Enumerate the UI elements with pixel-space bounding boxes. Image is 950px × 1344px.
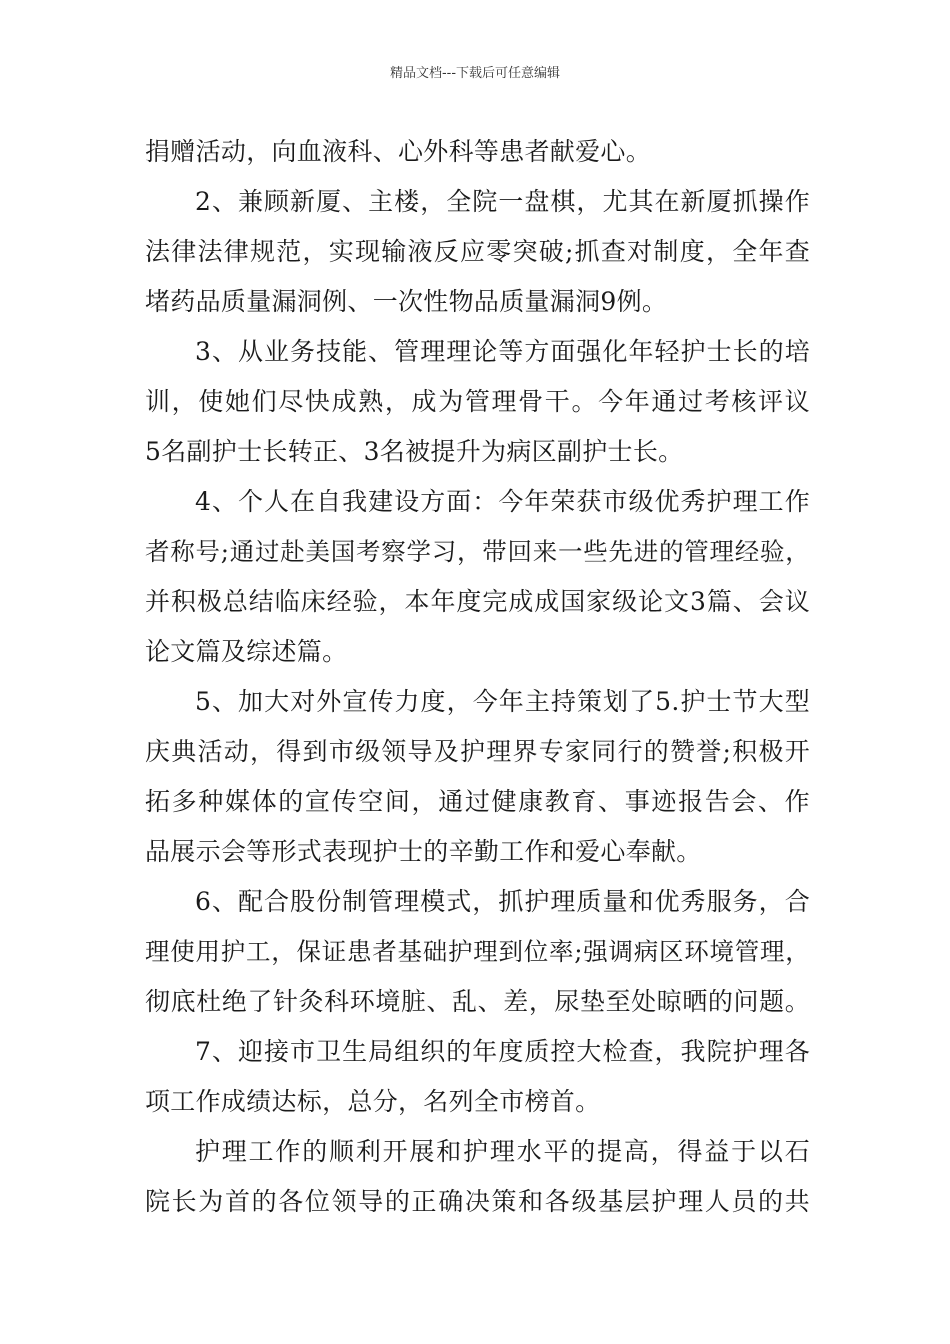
text-line: 彻底杜绝了针灸科环境脏、乱、差，尿垫至处晾晒的问题。 bbox=[145, 987, 810, 1016]
paragraph-2-line-1: 2、兼顾新厦、主楼，全院一盘棋，尤其在新厦抓操作 bbox=[195, 187, 810, 216]
text-line: 法律法律规范，实现输液反应零突破;抓查对制度，全年查 bbox=[145, 237, 810, 266]
text-line: 拓多种媒体的宣传空间，通过健康教育、事迹报告会、作 bbox=[145, 787, 810, 816]
paragraph-5-line-1: 5、加大对外宣传力度，今年主持策划了5.护士节大型 bbox=[195, 687, 810, 716]
text-line: 训，使她们尽快成熟，成为管理骨干。今年通过考核评议 bbox=[145, 387, 810, 416]
text-line: 者称号;通过赴美国考察学习，带回来一些先进的管理经验， bbox=[145, 537, 810, 566]
paragraph-3-line-1: 3、从业务技能、管理理论等方面强化年轻护士长的培 bbox=[195, 337, 810, 366]
paragraph-7-line-1: 7、迎接市卫生局组织的年度质控大检查，我院护理各 bbox=[195, 1037, 810, 1066]
document-body bbox=[145, 127, 810, 1227]
paragraph-8-line-1: 护理工作的顺利开展和护理水平的提高，得益于以石 bbox=[195, 1137, 810, 1166]
text-line: 项工作成绩达标，总分，名列全市榜首。 bbox=[145, 1087, 601, 1116]
text-line: 院长为首的各位领导的正确决策和各级基层护理人员的共 bbox=[145, 1187, 810, 1216]
page-header: 精品文档---下载后可任意编辑 bbox=[389, 66, 561, 81]
paragraph-6-line-1: 6、配合股份制管理模式，抓护理质量和优秀服务，合 bbox=[195, 887, 810, 916]
text-line: 并积极总结临床经验，本年度完成成国家级论文3篇、会议 bbox=[145, 587, 810, 616]
text-line: 堵药品质量漏洞例、一次性物品质量漏洞9例。 bbox=[145, 287, 668, 316]
text-line: 5名副护士长转正、3名被提升为病区副护士长。 bbox=[145, 437, 684, 466]
text-line: 品展示会等形式表现护士的辛勤工作和爱心奉献。 bbox=[145, 837, 702, 866]
text-line: 捐赠活动，向血液科、心外科等患者献爱心。 bbox=[145, 137, 652, 166]
text-line: 论文篇及综述篇。 bbox=[145, 637, 348, 666]
paragraph-4-line-1: 4、个人在自我建设方面：今年荣获市级优秀护理工作 bbox=[195, 487, 810, 516]
text-line: 理使用护工，保证患者基础护理到位率;强调病区环境管理， bbox=[145, 937, 810, 966]
text-line: 庆典活动，得到市级领导及护理界专家同行的赞誉;积极开 bbox=[145, 737, 810, 766]
